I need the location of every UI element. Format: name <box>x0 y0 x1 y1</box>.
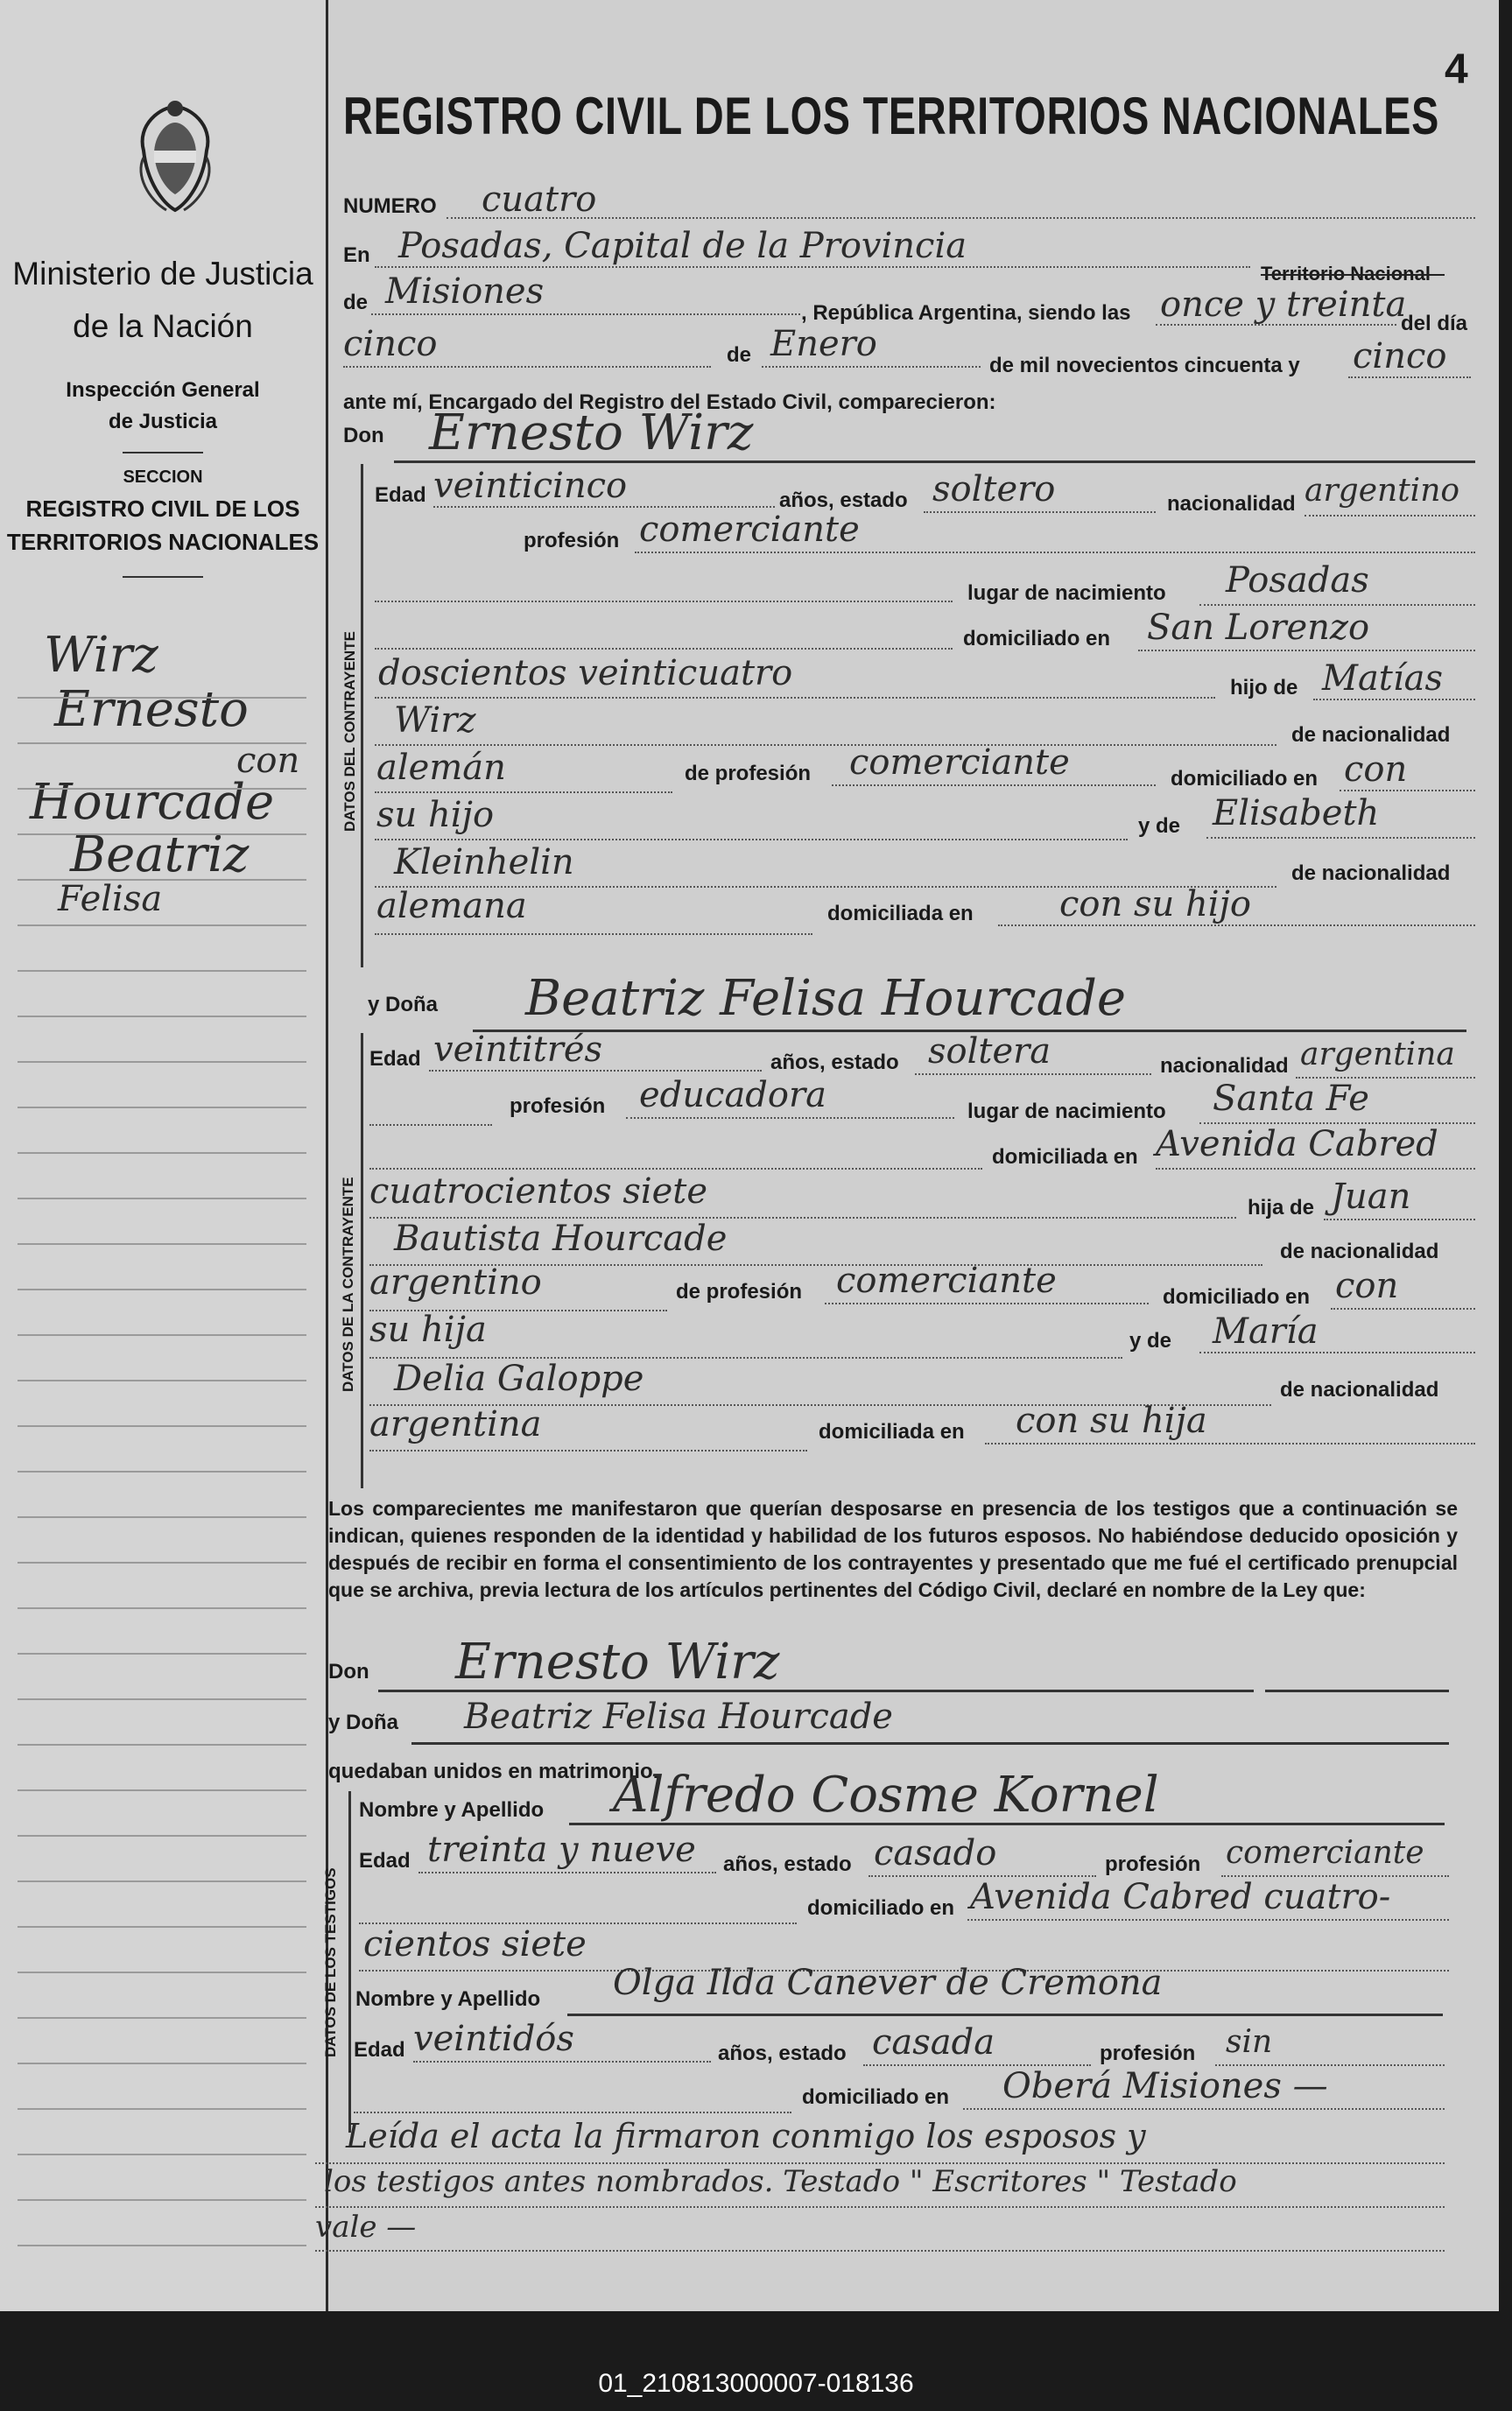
stub-rule-line <box>18 1607 306 1609</box>
c-padre-nac: alemán <box>376 748 506 788</box>
t1-estado-label: años, estado <box>723 1852 852 1876</box>
t1-estado: casado <box>874 1833 997 1873</box>
ministry-line-1: Ministerio de Justicia <box>12 256 313 292</box>
t2-domicilio: Oberá Misiones — <box>1002 2066 1328 2106</box>
contrayenta-nombre: Beatriz Felisa Hourcade <box>525 970 1126 1027</box>
stub-rule-line <box>18 2063 306 2064</box>
contrayente-nombre: Ernesto Wirz <box>429 404 754 461</box>
contrayenta-section-label: DATOS DE LA CONTRAYENTE <box>340 1177 356 1392</box>
decl-dona-value: Beatriz Felisa Hourcade <box>464 1697 893 1737</box>
c-padre-dom-label: domiciliado en <box>1171 767 1319 791</box>
f-lugar-label: lugar de nacimiento <box>967 1100 1166 1123</box>
stub-rule-line <box>18 2245 306 2246</box>
decl-dona-label: y Doña <box>328 1711 399 1734</box>
margin-note-con: con <box>236 741 300 781</box>
mes-value: Enero <box>770 324 877 364</box>
f-y-de-label: y de <box>1129 1329 1172 1353</box>
f-padre-nac: argentino <box>369 1262 542 1303</box>
en-label: En <box>343 243 370 267</box>
t2-nombre-label: Nombre y Apellido <box>355 1987 541 2011</box>
f-padre-1: Juan <box>1331 1177 1411 1217</box>
t1-edad-label: Edad <box>359 1849 411 1873</box>
c-y-de-label: y de <box>1138 814 1181 838</box>
territorio-label: Territorio Nacional <box>1261 263 1431 285</box>
c-edad: veinticinco <box>433 466 628 506</box>
stub-rule-line <box>18 1835 306 1837</box>
t1-edad: treinta y nueve <box>427 1830 696 1870</box>
page-number: 4 <box>1445 46 1468 93</box>
t1-profesion-label: profesión <box>1105 1852 1201 1876</box>
f-nac-label: de nacionalidad <box>1280 1240 1439 1263</box>
stub-rule-line <box>18 1516 306 1518</box>
de-label-2: de <box>727 343 752 367</box>
f-padre-prof: comerciante <box>836 1261 1057 1301</box>
stub-rule-line <box>18 1880 306 1882</box>
decl-don-label: Don <box>328 1660 369 1683</box>
t2-estado-label: años, estado <box>718 2042 847 2065</box>
f-madre-1: María <box>1213 1311 1319 1352</box>
f-hija-label: hija de <box>1248 1196 1315 1220</box>
stub-rule-line <box>18 1289 306 1290</box>
inspection-line-2: de Justicia <box>108 410 218 433</box>
section-label: SECCION <box>123 467 203 487</box>
stub-rule-line <box>18 1016 306 1017</box>
t2-estado: casada <box>872 2022 995 2063</box>
t2-profesion: sin <box>1226 2024 1273 2060</box>
stub-rule-line <box>18 1926 306 1928</box>
t2-nombre: Olga Ilda Canever de Cremona <box>613 1963 1163 2003</box>
stub-rule-line <box>18 742 306 744</box>
t2-edad: veintidós <box>413 2019 574 2059</box>
c-de-prof-label: de profesión <box>685 762 812 785</box>
t2-profesion-label: profesión <box>1100 2042 1196 2065</box>
stub-rule-line <box>18 924 306 926</box>
numero-label: NUMERO <box>343 194 437 218</box>
t1-nombre: Alfredo Cosme Kornel <box>613 1767 1159 1824</box>
don-label: Don <box>343 424 384 447</box>
f-profesion: educadora <box>639 1075 826 1115</box>
stub-rule-line <box>18 788 306 790</box>
stub-rule-line <box>18 2199 306 2201</box>
t2-edad-label: Edad <box>354 2038 405 2062</box>
c-nac-label: de nacionalidad <box>1291 723 1451 747</box>
stub-rule-line <box>18 1653 306 1655</box>
f-padre-dom-label: domiciliado en <box>1163 1285 1311 1309</box>
stub-rule-line <box>18 1380 306 1381</box>
stub-rule-line <box>18 1972 306 1973</box>
f-madre-dom: con su hija <box>1016 1401 1207 1441</box>
stub-rule-line <box>18 1744 306 1746</box>
republica-label: , República Argentina, siendo las <box>801 301 1131 325</box>
c-edad-label: Edad <box>375 483 426 507</box>
closing-line-2: los testigos antes nombrados. Testado " Escritores " Testado <box>324 2164 1237 2199</box>
f-estado: soltera <box>928 1031 1051 1072</box>
c-nac-label-2: de nacionalidad <box>1291 861 1451 885</box>
margin-note-surname-2: Hourcade <box>30 774 275 831</box>
c-nacionalidad: argentino <box>1305 473 1460 509</box>
c-padre-2: Wirz <box>394 700 476 741</box>
c-profesion: comerciante <box>639 510 860 550</box>
f-edad: veintitrés <box>433 1030 603 1070</box>
margin-note-name: Ernesto <box>54 681 249 738</box>
c-madre-dom: con su hijo <box>1059 884 1252 924</box>
t1-profesion: comerciante <box>1226 1835 1424 1871</box>
f-de-prof-label: de profesión <box>676 1280 803 1304</box>
mil-label: de mil novecientos cincuenta y <box>989 354 1300 377</box>
f-madre-2: Delia Galoppe <box>394 1359 644 1399</box>
stub-rule-line <box>18 1562 306 1564</box>
f-domicilio-1: Avenida Cabred <box>1156 1124 1438 1164</box>
f-profesion-label: profesión <box>510 1094 606 1118</box>
c-lugar-label: lugar de nacimiento <box>967 581 1166 605</box>
stub-rule-line <box>18 970 306 972</box>
c-padre-dom-1: con <box>1344 749 1408 790</box>
dona-label: y Doña <box>368 993 439 1016</box>
f-domicilio-2: cuatrocientos siete <box>369 1171 708 1212</box>
image-caption: 01_210813000007-018136 <box>598 2369 914 2398</box>
f-madre-dom-label: domiciliada en <box>819 1420 965 1444</box>
margin-note-name-2: Beatriz <box>70 826 250 883</box>
f-nacionalidad-label: nacionalidad <box>1160 1054 1289 1078</box>
c-lugar: Posadas <box>1226 560 1369 601</box>
c-domicilio-2: doscientos veinticuatro <box>378 653 793 693</box>
stub-rule-line <box>18 697 306 699</box>
c-padre-dom-2: su hijo <box>376 795 495 835</box>
section-line-1: REGISTRO CIVIL DE LOS <box>25 496 300 522</box>
f-madre-nac: argentina <box>369 1404 542 1444</box>
anio-value: cinco <box>1353 336 1447 376</box>
stub-rule-line <box>18 1152 306 1154</box>
stub-rule-line <box>18 1198 306 1199</box>
t1-domicilio-2: cientos siete <box>363 1924 587 1965</box>
stub-rule-line <box>18 1789 306 1791</box>
f-lugar: Santa Fe <box>1213 1079 1369 1119</box>
declaration-text: Los comparecientes me manifestaron que querían desposarse en presencia de los testigos que a continuación se indican, quienes responden de la identidad y habilidad de los futuros esposos. No habiéndose deducido oposición y después de recibir en forma el consentimiento de los contrayentes y presentado que me fué el certificado prenupcial que se archiva, previa lectura de los artículos pertinentes del Código Civil, declaré en nombre de la Ley que: <box>328 1497 1458 1601</box>
t1-domicilio-label: domiciliado en <box>807 1896 955 1920</box>
testigos-section-label: DATOS DE LOS TESTIGOS <box>322 1867 339 2057</box>
f-nac-label-2: de nacionalidad <box>1280 1378 1439 1402</box>
f-estado-label: años, estado <box>770 1051 899 1074</box>
t2-domicilio-label: domiciliado en <box>802 2085 950 2109</box>
stub-rule-line <box>18 1334 306 1336</box>
de-value: Misiones <box>385 271 545 312</box>
stub-rule-line <box>18 2017 306 2019</box>
c-madre-1: Elisabeth <box>1213 793 1380 833</box>
f-padre-2: Bautista Hourcade <box>394 1219 728 1259</box>
c-madre-2: Kleinhelin <box>394 842 574 882</box>
ministry-line-2: de la Nación <box>73 308 253 344</box>
c-madre-dom-label: domiciliada en <box>827 902 974 925</box>
stub-rule-line <box>18 1243 306 1245</box>
stub-rule-line <box>18 1471 306 1473</box>
c-hijo-label: hijo de <box>1230 676 1298 699</box>
margin-note-surname: Wirz <box>44 627 158 684</box>
margin-note-name-3: Felisa <box>58 879 163 919</box>
stub-rule-line <box>18 879 306 881</box>
dia-value: cinco <box>343 324 438 364</box>
ante-label: ante mí, Encargado del Registro del Estado Civil, comparecieron: <box>343 390 996 414</box>
f-edad-label: Edad <box>369 1047 421 1071</box>
margin-stub <box>0 0 328 2311</box>
closing-line-1: Leída el acta la firmaron conmigo los esposos y <box>346 2117 1146 2155</box>
c-domicilio-label: domiciliado en <box>963 627 1111 650</box>
hora-value: once y treinta <box>1160 285 1407 325</box>
c-nacionalidad-label: nacionalidad <box>1167 492 1296 516</box>
closing-line-3: vale — <box>315 2210 417 2245</box>
c-estado-label: años, estado <box>779 489 908 512</box>
quedaban-label: quedaban unidos en matrimonio. <box>328 1760 659 1783</box>
c-padre-prof: comerciante <box>849 742 1070 783</box>
stub-rule-line <box>18 2154 306 2155</box>
f-padre-dom-2: su hija <box>369 1310 487 1350</box>
c-padre-1: Matías <box>1322 658 1444 699</box>
del-dia-label: del día <box>1401 312 1468 335</box>
f-nacionalidad: argentina <box>1300 1037 1455 1072</box>
stub-rule-line <box>18 1061 306 1063</box>
decl-don-value: Ernesto Wirz <box>455 1634 780 1691</box>
stub-rule-line <box>18 1698 306 1700</box>
t1-domicilio-1: Avenida Cabred cuatro- <box>970 1877 1391 1917</box>
stub-rule-line <box>18 2108 306 2110</box>
f-padre-dom-1: con <box>1335 1266 1399 1306</box>
t1-nombre-label: Nombre y Apellido <box>359 1798 545 1822</box>
de-label: de <box>343 291 369 314</box>
f-domicilio-label: domiciliada en <box>992 1145 1138 1169</box>
en-value: Posadas, Capital de la Provincia <box>398 226 967 266</box>
c-madre-nac: alemana <box>376 886 527 926</box>
stub-rule-line <box>18 1425 306 1427</box>
contrayente-section-label: DATOS DEL CONTRAYENTE <box>341 631 358 832</box>
c-domicilio-1: San Lorenzo <box>1147 608 1370 648</box>
stub-rule-line <box>18 1107 306 1108</box>
numero-value: cuatro <box>482 179 597 220</box>
page-title: REGISTRO CIVIL DE LOS TERRITORIOS NACIONALES <box>343 87 1440 145</box>
coat-of-arms-icon <box>131 96 219 219</box>
inspection-line-1: Inspección General <box>66 378 260 402</box>
stub-rule-line <box>18 833 306 835</box>
c-estado: soltero <box>932 469 1056 510</box>
c-profesion-label: profesión <box>524 529 620 552</box>
section-line-2: TERRITORIOS NACIONALES <box>6 529 320 555</box>
